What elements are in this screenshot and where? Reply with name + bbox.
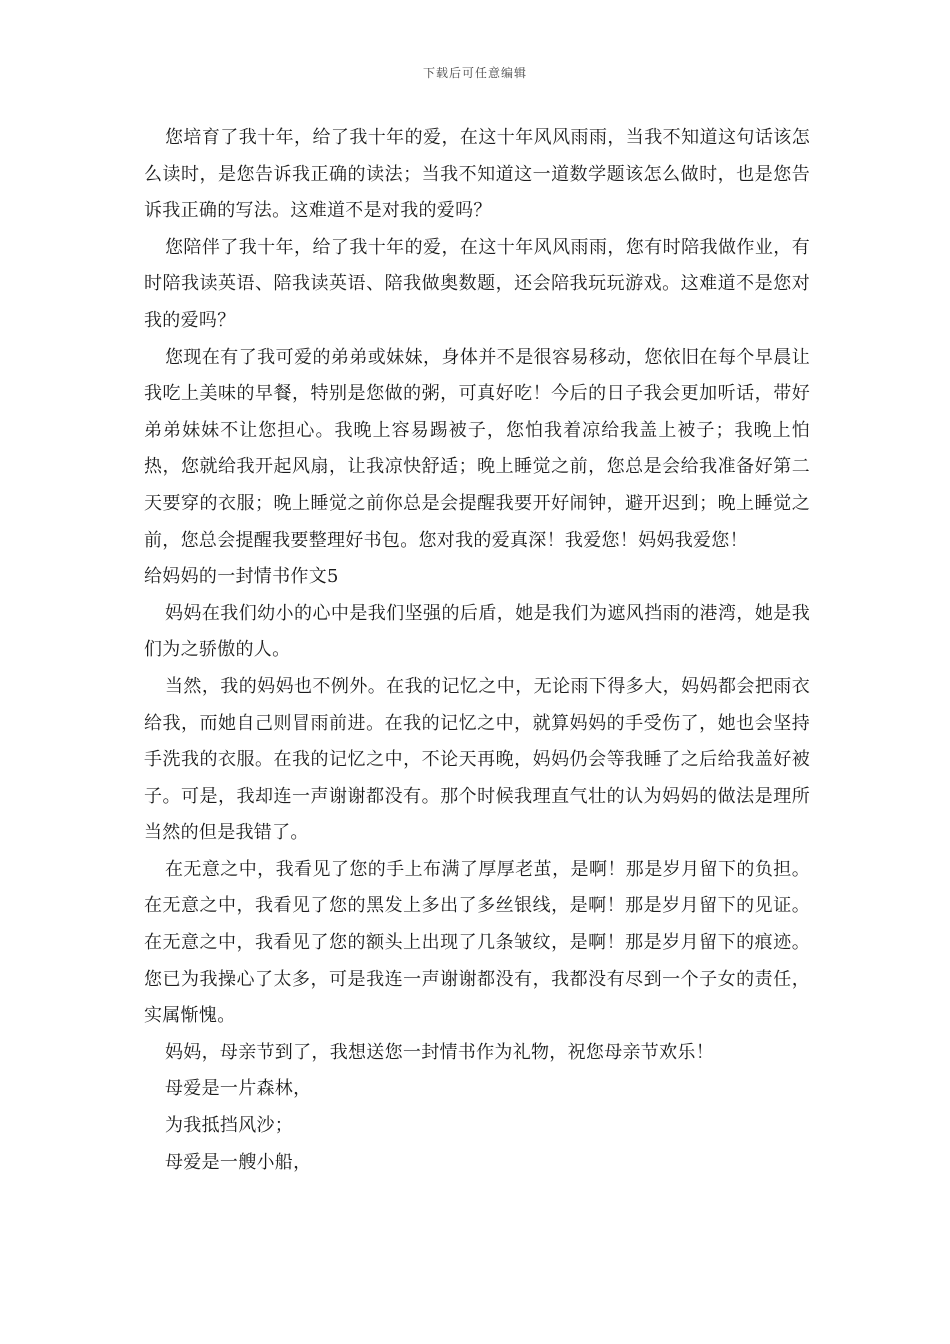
poem-line-2: 为我抵挡风沙； — [165, 1115, 294, 1137]
paragraph-2: 您陪伴了我十年，给了我十年的爱，在这十年风风雨雨，您有时陪我做作业，有时陪我读英语、陪我读英语、陪我做奥数题，还会陪我玩玩游戏。这难道不是您对我的爱吗？ — [144, 236, 810, 331]
paragraph-7: 妈妈，母亲节到了，我想送您一封情书作为礼物，祝您母亲节欢乐！ — [165, 1041, 714, 1063]
poem-line-1: 母爱是一片森林， — [165, 1078, 312, 1100]
paragraph-6: 在无意之中，我看见了您的手上布满了厚厚老茧，是啊！那是岁月留下的负担。在无意之中，我看见了您的黑发上多出了多丝银线，是啊！那是岁月留下的见证。在无意之中，我看见了您的额头上出现了几条皱纹，是啊！那是岁月留下的痕迹。您已为我操心了太多，可是我连一声谢谢都没有，我都没有尽到一个子女的责任，实属惭愧。 — [144, 858, 810, 1027]
section-title: 给妈妈的一封情书作文5 — [144, 566, 339, 588]
header-note: 下载后可任意编辑 — [422, 66, 527, 80]
poem-line-3: 母爱是一艘小船， — [165, 1151, 312, 1173]
paragraph-4: 妈妈在我们幼小的心中是我们坚强的后盾，她是我们为遮风挡雨的港湾，她是我们为之骄傲的人。 — [144, 602, 810, 661]
paragraph-5: 当然，我的妈妈也不例外。在我的记忆之中，无论雨下得多大，妈妈都会把雨衣给我，而她自己则冒雨前进。在我的记忆之中，就算妈妈的手受伤了，她也会坚持手洗我的衣服。在我的记忆之中，不论天再晚，妈妈仍会等我睡了之后给我盖好被子。可是，我却连一声谢谢都没有。那个时候我理直气壮的认为妈妈的做法是理所当然的但是我错了。 — [144, 675, 810, 844]
paragraph-1: 您培育了我十年，给了我十年的爱，在这十年风风雨雨，当我不知道这句话该怎么读时，是您告诉我正确的读法；当我不知道这一道数学题该怎么做时，也是您告诉我正确的写法。这难道不是对我的爱吗？ — [144, 127, 810, 222]
paragraph-3: 您现在有了我可爱的弟弟或妹妹，身体并不是很容易移动，您依旧在每个早晨让我吃上美味的早餐，特别是您做的粥，可真好吃！今后的日子我会更加听话，带好弟弟妹妹不让您担心。我晚上容易踢被子，您怕我着凉给我盖上被子；我晚上怕热，您就给我开起风扇，让我凉快舒适；晚上睡觉之前，您总是会给我准备好第二天要穿的衣服；晚上睡觉之前你总是会提醒我要开好闹钟，避开迟到；晚上睡觉之前，您总会提醒我要整理好书包。您对我的爱真深！我爱您！妈妈我爱您！ — [144, 346, 810, 551]
document-body — [144, 120, 810, 1181]
